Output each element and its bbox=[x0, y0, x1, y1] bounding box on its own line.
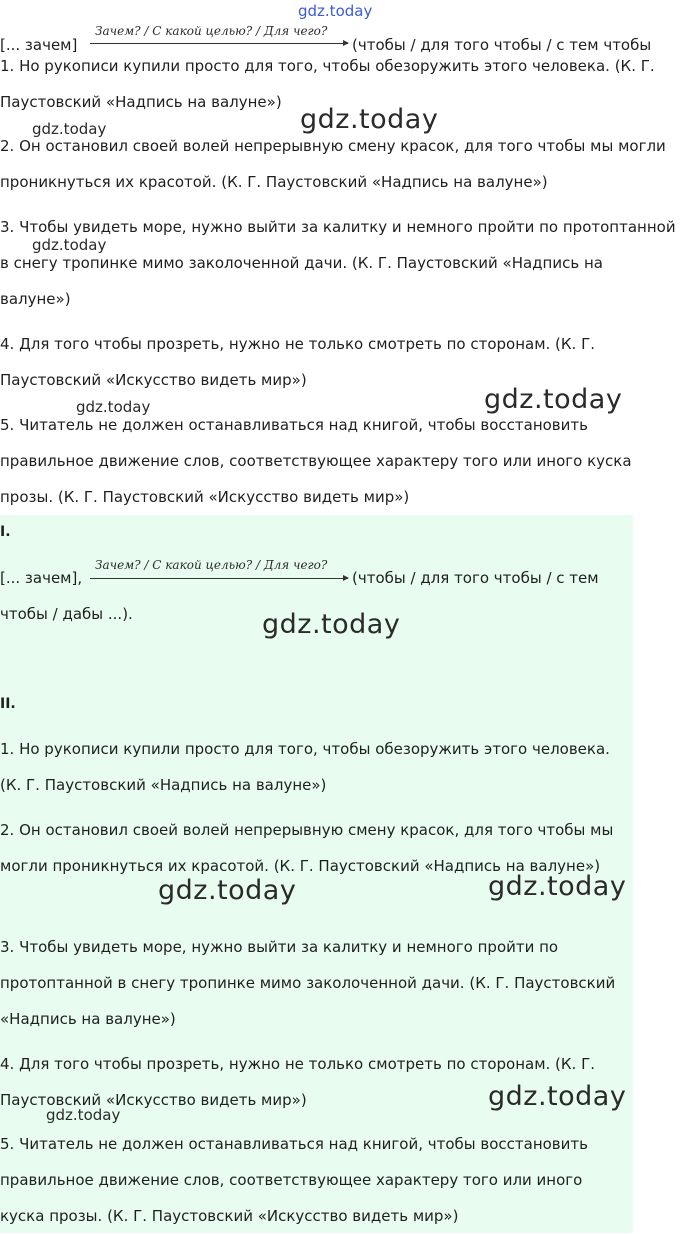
section-2-sentence-1: 1. Но рукописи купили просто для того, чтобы обезоружить этого человека. (К. Г. Паустовский «Надпись на валуне») bbox=[0, 740, 610, 794]
watermark-small: gdz.today bbox=[46, 1106, 121, 1124]
header-formula-right: (чтобы / для того чтобы / с тем чтобы bbox=[352, 36, 652, 54]
watermark-large: gdz.today bbox=[300, 104, 439, 135]
top-sentence-5: 5. Читатель не должен останавливаться над книгой, чтобы восстановить правильное движение слов, соответствующее характеру того или иного куска прозы. (К. Г. Паустовский «Искусство видеть мир») bbox=[0, 416, 632, 506]
watermark-small: gdz.today bbox=[76, 398, 151, 416]
watermark-large: gdz.today bbox=[488, 1081, 627, 1112]
top-sentence-1: 1. Но рукописи купили просто для того, чтобы обезоружить этого человека. (К. Г. Паустовский «Надпись на валуне») bbox=[0, 57, 655, 111]
section-1-formula-right: (чтобы / для того чтобы / с тем bbox=[352, 569, 599, 587]
watermark-large: gdz.today bbox=[262, 609, 401, 640]
watermark-large: gdz.today bbox=[488, 871, 627, 902]
header-formula-left: [... зачем] bbox=[0, 36, 78, 54]
section-2-sentence-2: 2. Он остановил своей волей непрерывную смену красок, для того чтобы мы могли проникнуться их красотой. (К. Г. Паустовский «Надпись на валуне») bbox=[0, 821, 614, 875]
top-sentence-2: 2. Он остановил своей волей непрерывную смену красок, для того чтобы мы могли проникнуться их красотой. (К. Г. Паустовский «Надпись на валуне») bbox=[0, 137, 666, 191]
watermark-large: gdz.today bbox=[484, 384, 623, 415]
section-2-sentence-4: 4. Для того чтобы прозреть, нужно не только смотреть по сторонам. (К. Г. Паустовский «Искусство видеть мир») bbox=[0, 1055, 595, 1109]
watermark-small: gdz.today bbox=[32, 120, 107, 138]
section-1-formula-continuation: чтобы / дабы ...). bbox=[0, 605, 133, 623]
section-1-heading: I. bbox=[0, 524, 11, 540]
watermark-small: gdz.today bbox=[32, 236, 107, 254]
section-2-sentence-5: 5. Читатель не должен останавливаться над книгой, чтобы восстановить правильное движение слов, соответствующее характеру того или иного куска прозы. (К. Г. Паустовский «Искусство видеть мир») bbox=[0, 1135, 588, 1225]
watermark-large: gdz.today bbox=[158, 875, 297, 906]
top-sentence-3: 3. Чтобы увидеть море, нужно выйти за калитку и немного пройти по протоптанной в снегу тропинке мимо заколоченной дачи. (К. Г. Паустовский «Надпись на валуне») bbox=[0, 218, 676, 308]
section-1-formula-left: [... зачем], bbox=[0, 569, 83, 587]
header-arrow bbox=[90, 43, 348, 44]
header-arrow-label: Зачем? / С какой целью? / Для чего? bbox=[95, 24, 328, 38]
top-sentence-4: 4. Для того чтобы прозреть, нужно не только смотреть по сторонам. (К. Г. Паустовский «Искусство видеть мир») bbox=[0, 335, 595, 389]
section-1-arrow bbox=[90, 578, 348, 579]
section-2-sentence-3: 3. Чтобы увидеть море, нужно выйти за калитку и немного пройти по протоптанной в снегу тропинке мимо заколоченной дачи. (К. Г. Паустовский «Надпись на валуне») bbox=[0, 938, 616, 1028]
watermark-top: gdz.today bbox=[298, 2, 373, 20]
section-2-heading: II. bbox=[0, 696, 16, 712]
section-1-arrow-label: Зачем? / С какой целью? / Для чего? bbox=[95, 558, 328, 572]
